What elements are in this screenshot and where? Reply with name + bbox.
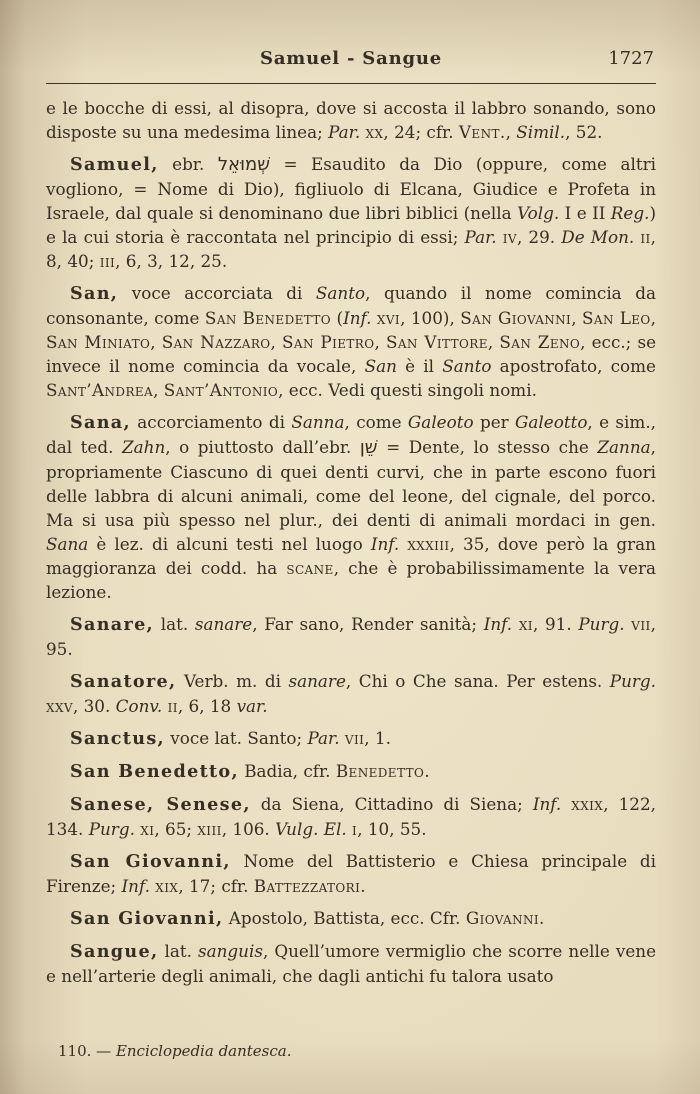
- text-run: sanare: [288, 671, 346, 691]
- text-run: xxix: [571, 794, 604, 814]
- page-header: [46, 0, 656, 74]
- text-run: Zahn: [121, 437, 166, 457]
- text-run: Galeotto: [515, 412, 588, 432]
- hebrew-word: שְׁמוּאֵל: [217, 154, 270, 175]
- text-run: xxv: [46, 696, 73, 716]
- text-run: Vent.: [458, 122, 506, 142]
- entry-sana: [46, 410, 656, 604]
- text-run: San: [364, 356, 397, 376]
- text-run: Santo: [315, 283, 366, 303]
- text-run: , propriamente Ciascuno di quei denti curvi, che in parte escono fuori delle labbra di alcuni animali, come del leone, del cignale, del porco. Ma si usa più spesso nel plur., dei denti di animali mordaci in gen.: [46, 437, 656, 530]
- page-body: [46, 96, 656, 988]
- entry-san: [46, 281, 656, 402]
- text-run: Zanna: [597, 437, 651, 457]
- entry-sanatore: [46, 669, 656, 718]
- text-run: , 29.: [516, 227, 562, 247]
- text-run: , Chi o Che sana. Per estens.: [345, 671, 610, 691]
- text-run: , 65;: [154, 819, 198, 839]
- text-run: , 52.: [565, 122, 603, 142]
- text-run: San Benedetto: [204, 308, 332, 328]
- text-run: I e II: [559, 203, 611, 223]
- text-run: apostrofato, come: [491, 356, 656, 376]
- entry-sanare: [46, 612, 656, 661]
- text-run: , Quell’umore vermiglio che scorre nelle vene e nell’arterie degli animali, che dagli antichi fu talora usato: [46, 941, 656, 986]
- text-run: sanguis: [197, 941, 263, 961]
- text-run: , 100),: [400, 308, 461, 328]
- text-run: Reg.: [610, 203, 650, 223]
- text-run: lat.: [154, 614, 195, 634]
- entry-continuation: [46, 96, 656, 144]
- text-run: accorciamento di: [130, 412, 292, 432]
- text-run: ,: [571, 308, 582, 328]
- text-run: , 35, dove però la gran maggioranza dei codd. ha: [46, 534, 656, 578]
- text-run: scane: [286, 558, 334, 578]
- text-run: Nome del Battisterio e Chiesa principale di Firenze;: [46, 851, 656, 896]
- text-run: , 17; cfr.: [178, 876, 254, 896]
- text-run: , e sim., dal ted.: [46, 412, 656, 457]
- text-run: sanare: [194, 614, 253, 634]
- text-run: , 95.: [46, 614, 656, 659]
- text-run: ,: [487, 332, 500, 352]
- entry-san-benedetto: [46, 759, 656, 784]
- text-run: ,: [374, 332, 386, 352]
- entry-samuel: [46, 152, 656, 273]
- text-run: , o piuttosto dall’ebr.: [165, 437, 360, 457]
- text-run: , 24; cfr.: [383, 122, 459, 142]
- text-run: xx: [365, 122, 384, 142]
- text-run: .: [424, 761, 430, 781]
- text-run: è il: [396, 356, 443, 376]
- text-run: , 30.: [72, 696, 116, 716]
- signature-footer: [58, 1042, 291, 1060]
- text-run: i: [352, 819, 358, 839]
- text-run: Simil.: [516, 122, 566, 142]
- text-run: ii: [167, 696, 178, 716]
- text-run: da Siena, Cittadino di Siena;: [250, 794, 533, 814]
- text-run: , 10, 55.: [357, 819, 427, 839]
- text-run: , 122, 134.: [46, 794, 656, 839]
- text-run: , 106.: [221, 819, 276, 839]
- text-run: San Zeno: [499, 332, 581, 352]
- text-run: Inf.: [532, 794, 562, 814]
- text-run: , 91.: [532, 614, 579, 634]
- text-run: Volg.: [517, 203, 560, 223]
- text-run: vii: [631, 614, 651, 634]
- text-run: , 8, 40;: [46, 227, 656, 271]
- text-run: ,: [505, 122, 517, 142]
- text-run: Inf.: [370, 534, 400, 554]
- page-number: 1727: [608, 48, 654, 69]
- text-run: Purg.: [609, 671, 656, 691]
- text-run: Par.: [464, 227, 497, 247]
- text-run: Conv.: [115, 696, 163, 716]
- hebrew-word: שֵׁן: [359, 437, 378, 458]
- text-run: e le bocche di essi, al disopra, dove si accosta il labbro sonando, sono disposte su una medesima linea;: [46, 98, 656, 142]
- text-run: .: [539, 908, 545, 928]
- entry-headword: Samuel,: [70, 154, 159, 175]
- text-run: Vulg. El.: [275, 819, 347, 839]
- text-run: , quando il nome comincia da consonante, come: [46, 283, 656, 328]
- text-run: voce accorciata di: [118, 283, 316, 303]
- text-run: xxxiii: [407, 534, 450, 554]
- text-run: Galeoto: [407, 412, 474, 432]
- text-run: Inf.: [343, 308, 372, 328]
- entry-headword: Sanare,: [70, 614, 154, 635]
- text-run: = Esaudito da Dio (oppure, come altri vogliono, = Nome di Dio), figliuolo di Elcana, Giudice e Profeta in Israele, dal quale si denominano due libri biblici (nella: [46, 154, 656, 223]
- text-run: .: [360, 876, 366, 896]
- text-run: iv: [502, 227, 517, 247]
- text-run: (: [331, 308, 344, 328]
- text-run: xiii: [197, 819, 222, 839]
- entry-sangue: [46, 939, 656, 988]
- text-run: , Far sano, Render sanità;: [252, 614, 484, 634]
- text-run: De Mon.: [561, 227, 635, 247]
- entry-headword: Sangue,: [70, 941, 159, 962]
- text-run: ii: [640, 227, 651, 247]
- text-run: Purg.: [88, 819, 135, 839]
- text-run: 110. —: [58, 1042, 116, 1060]
- text-run: San Miniato: [46, 332, 151, 352]
- entry-sanese: [46, 792, 656, 841]
- text-run: ,: [270, 332, 282, 352]
- entry-headword: San Giovanni,: [70, 851, 231, 872]
- text-run: lat.: [158, 941, 198, 961]
- text-run: , come: [344, 412, 408, 432]
- text-run: San Giovanni: [460, 308, 572, 328]
- text-run: ,: [650, 308, 657, 328]
- text-run: var.: [236, 696, 268, 716]
- text-run: Purg.: [578, 614, 625, 634]
- entry-san-giovanni-apostolo: [46, 906, 656, 931]
- text-run: San Vittore: [385, 332, 488, 352]
- text-run: San Leo: [582, 308, 651, 328]
- header-rule: [46, 83, 656, 84]
- text-run: Par.: [328, 122, 361, 142]
- text-run: , 1.: [364, 728, 391, 748]
- text-run: Apostolo, Battista, ecc. Cfr.: [223, 908, 466, 928]
- text-run: xix: [155, 876, 179, 896]
- text-run: Enciclopedia dantesca.: [115, 1042, 292, 1060]
- text-run: Giovanni: [465, 908, 540, 928]
- text-run: Inf.: [121, 876, 150, 896]
- text-run: Benedetto: [335, 761, 425, 781]
- text-run: [561, 794, 571, 814]
- text-run: [512, 614, 519, 634]
- text-run: voce lat. Santo;: [164, 728, 308, 748]
- text-run: San Pietro: [281, 332, 375, 352]
- text-run: è lez. di alcuni testi nel luogo: [88, 534, 371, 554]
- text-run: Sant’Andrea: [46, 380, 154, 400]
- text-run: Sana: [46, 534, 89, 554]
- running-title: Samuel - Sangue: [260, 48, 442, 69]
- text-run: Sant’Antonio: [163, 380, 279, 400]
- text-run: , ecc.; se invece il nome comincia da vocale,: [46, 332, 657, 376]
- entry-headword: San Giovanni,: [70, 908, 224, 929]
- text-run: xi: [140, 819, 155, 839]
- text-run: ) e la cui storia è raccontata nel principio di essi;: [46, 203, 656, 247]
- entry-headword: San Benedetto,: [70, 761, 239, 782]
- text-run: Inf.: [483, 614, 513, 634]
- entry-san-giovanni-battistero: [46, 849, 656, 898]
- entry-headword: San,: [70, 283, 119, 304]
- text-run: xi: [518, 614, 533, 634]
- text-run: ebr.: [158, 154, 218, 174]
- text-run: , 6, 3, 12, 25.: [115, 251, 228, 271]
- text-block: [46, 0, 656, 996]
- text-run: , ecc. Vedi questi singoli nomi.: [278, 380, 537, 400]
- text-run: ,: [150, 332, 162, 352]
- text-run: , 6, 18: [177, 696, 237, 716]
- entry-headword: Sanctus,: [70, 728, 165, 749]
- entry-headword: Sanatore,: [70, 671, 177, 692]
- text-run: xvi: [376, 308, 401, 328]
- text-run: per: [473, 412, 516, 432]
- text-run: = Dente, lo stesso che: [377, 437, 598, 457]
- text-run: iii: [99, 251, 116, 271]
- text-run: , che è probabilissimamente la vera lezione.: [46, 558, 656, 602]
- text-run: Par.: [307, 728, 340, 748]
- entry-headword: Sana,: [70, 412, 131, 433]
- text-run: Santo: [442, 356, 492, 376]
- text-run: Badia, cfr.: [238, 761, 336, 781]
- text-run: Verb. m. di: [176, 671, 289, 691]
- text-run: San Nazzaro: [161, 332, 271, 352]
- entry-headword: Sanese, Senese,: [70, 794, 251, 815]
- text-run: Sanna: [291, 412, 345, 432]
- entry-sanctus: [46, 726, 656, 751]
- text-run: vii: [344, 728, 365, 748]
- text-run: ,: [153, 380, 164, 400]
- text-run: Battezzatori: [253, 876, 361, 896]
